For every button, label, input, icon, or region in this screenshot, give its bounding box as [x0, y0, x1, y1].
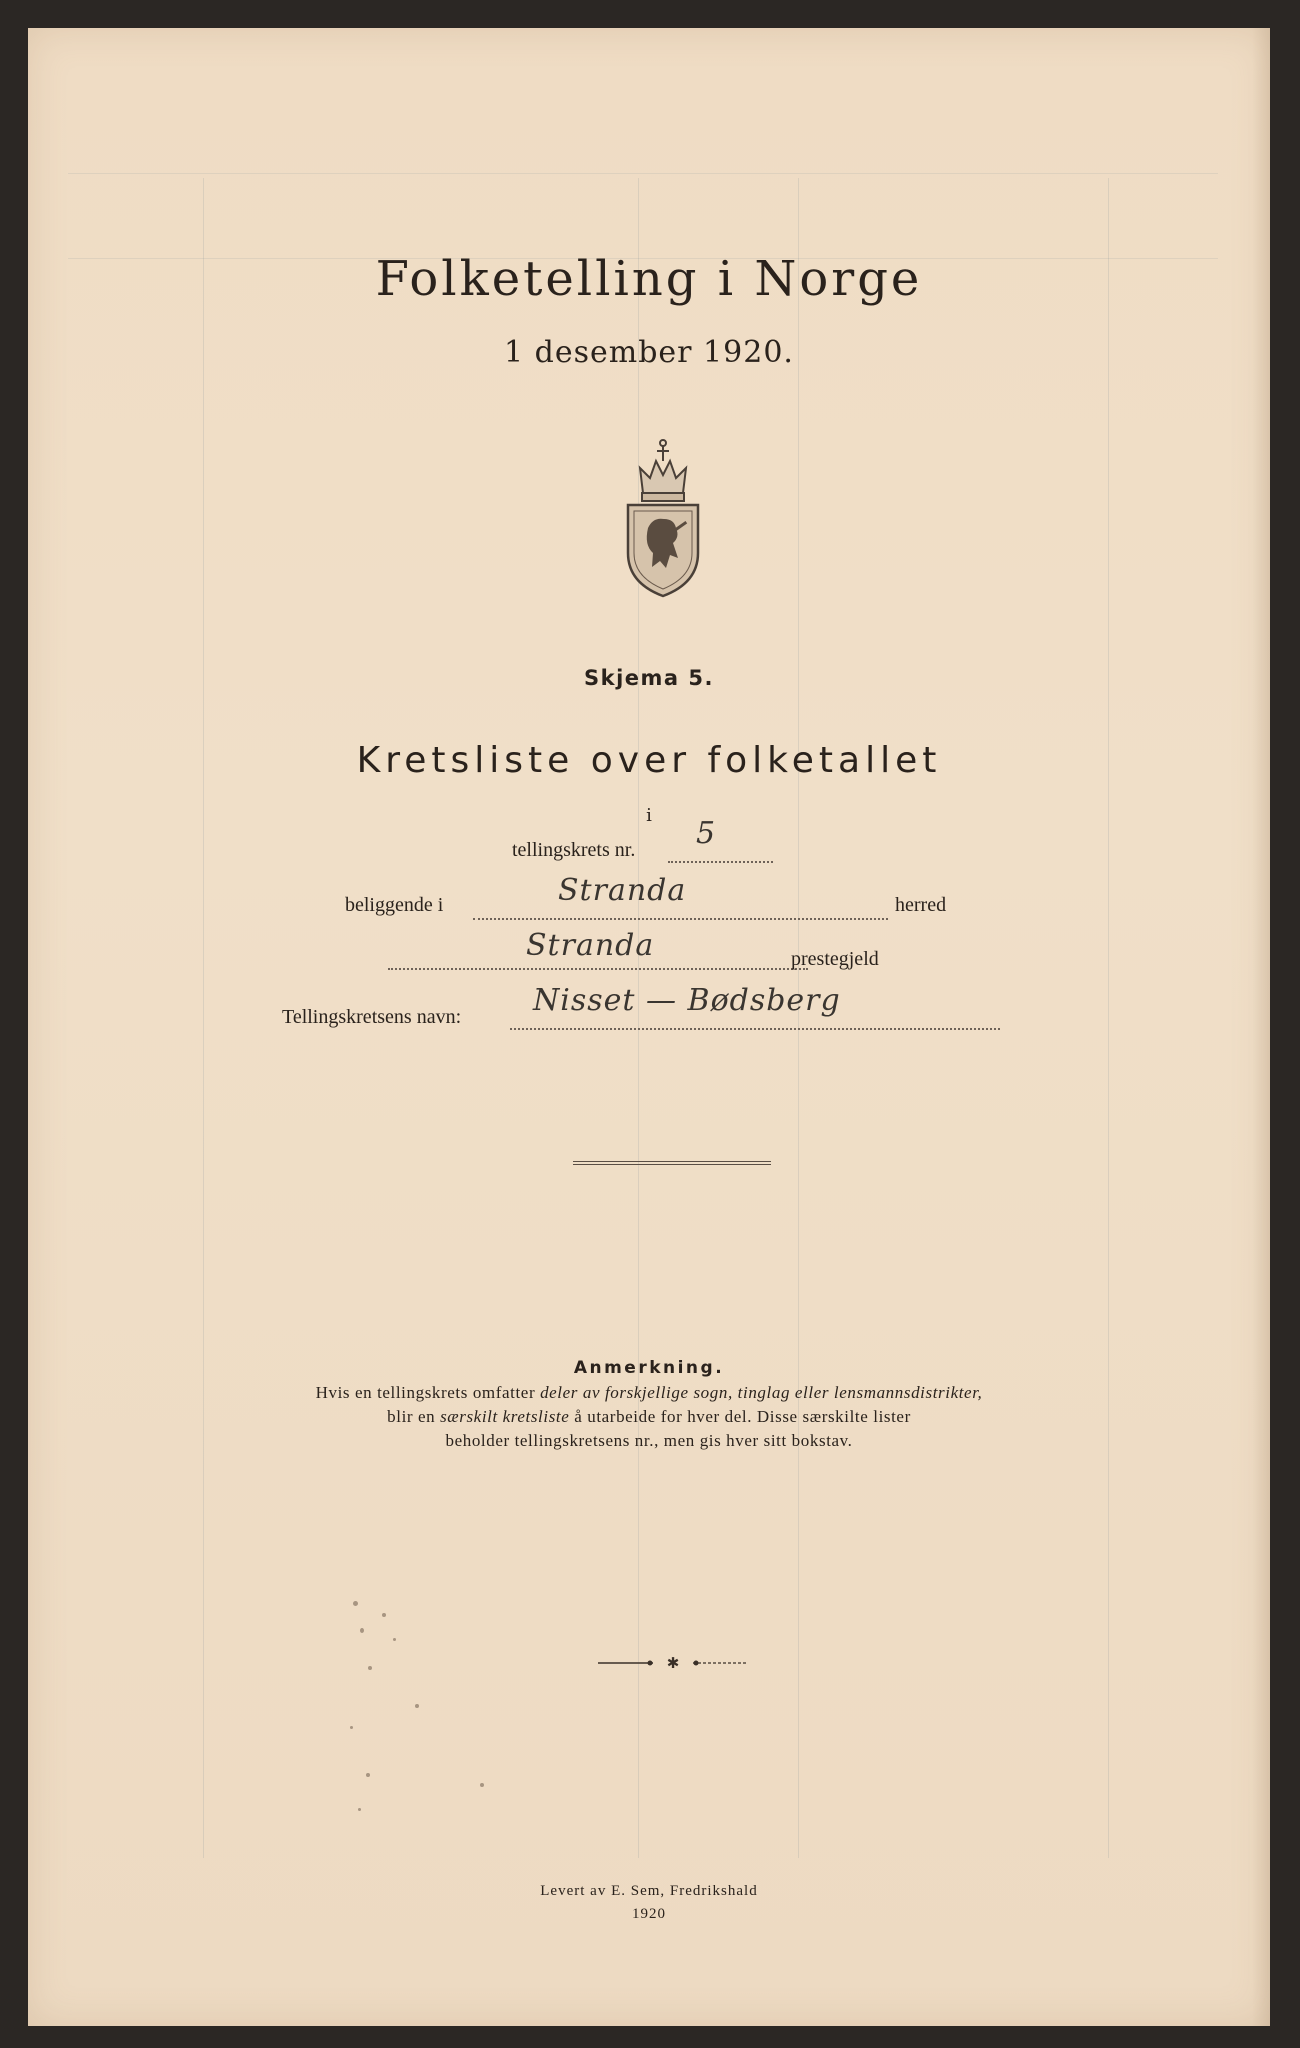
paper-speck — [368, 1666, 372, 1670]
krets-number-value[interactable]: 5 — [696, 816, 717, 851]
paper-speck — [358, 1808, 361, 1811]
section-divider — [573, 1161, 771, 1165]
krets-name-value[interactable]: Nisset — Bødsberg — [533, 983, 841, 1018]
svg-text:✱: ✱ — [666, 1654, 680, 1672]
prestegjeld-value[interactable]: Stranda — [526, 928, 655, 963]
note-line-1: Hvis en tellingskrets omfatter deler av forskjellige sogn, tinglag eller lensmannsdistrikter, — [315, 1383, 983, 1402]
note-line-3: beholder tellingskretsens nr., men gis hver sitt bokstav. — [445, 1431, 853, 1450]
krets-number-label: tellingskrets nr. — [512, 839, 636, 861]
paper-speck — [415, 1704, 419, 1708]
census-form-page — [28, 28, 1270, 2026]
schema-number: Skjema 5. — [584, 666, 714, 690]
krets-name-label: Tellingskretsens navn: — [282, 1006, 462, 1028]
paper-edge-shadow — [1252, 28, 1270, 2026]
paper-speck — [382, 1613, 386, 1617]
bleed-through-line — [203, 178, 204, 1858]
krets-name-line — [510, 1028, 1000, 1030]
paper-speck — [480, 1783, 484, 1787]
bleed-through-line — [1108, 178, 1109, 1858]
printer-credit: Levert av E. Sem, Fredrikshald — [540, 1883, 758, 1899]
bleed-through-line — [638, 178, 639, 1858]
note-heading: Anmerkning. — [573, 1358, 725, 1378]
herred-value[interactable]: Stranda — [558, 873, 687, 908]
norwegian-coat-of-arms-icon — [618, 433, 708, 598]
paper-speck — [393, 1638, 396, 1641]
prestegjeld-line — [388, 968, 808, 970]
herred-label: herred — [895, 894, 947, 916]
census-date: 1 desember 1920. — [504, 335, 794, 370]
page-title: Folketelling i Norge — [375, 251, 923, 307]
bleed-through-line — [68, 173, 1218, 174]
bleed-through-line — [798, 178, 799, 1858]
herred-line — [473, 918, 888, 920]
krets-number-line — [668, 861, 773, 863]
connector-word: i — [646, 805, 652, 826]
ornament-divider-icon — [598, 1653, 748, 1673]
paper-speck — [360, 1628, 364, 1633]
prestegjeld-label: prestegjeld — [791, 948, 879, 970]
printer-year: 1920 — [632, 1906, 666, 1922]
form-heading: Kretsliste over folketallet — [356, 740, 942, 781]
beliggende-label: beliggende i — [345, 894, 444, 916]
paper-speck — [366, 1773, 370, 1777]
paper-speck — [350, 1726, 353, 1729]
paper-speck — [353, 1601, 358, 1606]
note-line-2: blir en særskilt kretsliste å utarbeide for hver del. Disse særskilte lister — [387, 1407, 911, 1426]
